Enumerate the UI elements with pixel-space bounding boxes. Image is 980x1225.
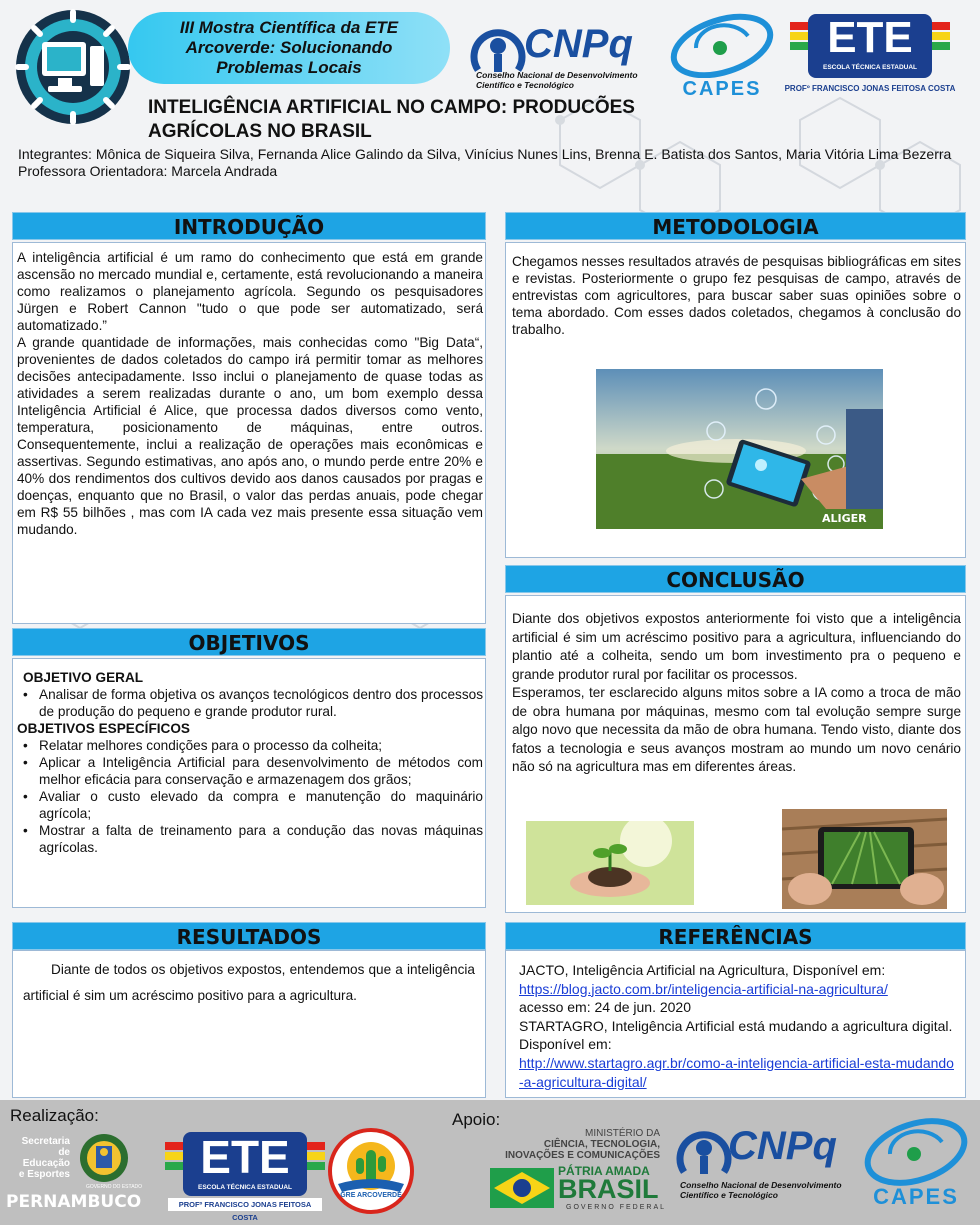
pernambuco-coat-of-arms-icon [78,1130,130,1188]
reference-1-access: acesso em: 24 de jun. 2020 [519,999,692,1016]
ete-bottom-caption: PROFº FRANCISCO JONAS FEITOSA COSTA [168,1198,322,1211]
patria-amada: PÁTRIA AMADA [558,1164,650,1178]
farm-tablet-image [596,369,883,529]
secretaria-line-2: Educação [22,1158,70,1169]
cnpq-bottom-name: CNPq [728,1124,837,1168]
reference-1-text: JACTO, Inteligência Artificial na Agricultura, Disponível em: [519,962,886,978]
cnpq-bottom-sub-1: Conselho Nacional de Desenvolvimento [680,1180,842,1190]
objetivos-especificos-list [17,737,483,856]
section-heading-objetivos: OBJETIVOS [12,628,486,656]
section-metodologia [505,242,966,558]
brasil-wordmark: BRASIL [558,1174,659,1204]
conclusao-paragraph-1: Diante dos objetivos expostos anteriormente foi visto que a inteligência artificial é sim um acréscimo positivo para a agricultura, influenciando do plantio até a colheita, sendo um bom investimento pra o pequeno e grande produtor rural por facilitar os processos. [512,611,961,682]
cnpq-bottom-sub-2: Científico e Tecnológico [680,1190,778,1200]
intro-paragraph-1: A inteligência artificial é um ramo do conhecimento que está em grande ascensão no mercado mundial e, certamente, está revolucionando a maneira como realizamos o planejamento agrícola. Segundo os pesquisadores Jürgen e Robert Cannon "tudo o que pode ser automatizado, será automatizado.” [17,250,483,333]
secretaria-line-1: Secretaria de [21,1136,70,1158]
seedling-hands-image [526,821,694,905]
section-heading-introducao: INTRODUÇÃO [12,212,486,240]
event-title: III Mostra Científica da ETE Arcoverde: Solucionando Problemas Locais [179,18,399,77]
ministerio-line-2: CIÊNCIA, TECNOLOGIA, [543,1139,660,1150]
list-item: • Avaliar o custo elevado da compra e manutenção do maquinário agrícola; [39,788,483,822]
list-item: • Relatar melhores condições para o processo da colheita; [39,737,483,754]
cnpq-bottom-subtitle [680,1180,842,1200]
event-title-banner [128,12,450,84]
capes-bottom-mark-icon [856,1110,976,1188]
advisor: Professora Orientadora: Marcela Andrada [18,163,278,179]
secretaria-line-3: e Esportes [18,1169,70,1180]
apoio-label: Apoio: [452,1110,501,1129]
objetivos-especificos-label: OBJETIVOS ESPECÍFICOS [17,721,190,736]
list-item: • Mostrar a falta de treinamento para a condução das novas máquinas agrícolas. [39,822,483,856]
section-referencias [505,950,966,1098]
capes-name: CAPES [682,78,762,100]
ministerio-text [490,1128,660,1161]
members-list: Integrantes: Mônica de Siqueira Silva, Fernanda Alice Galindo da Silva, Vinícius Nunes Lins, Brenna E. Batista dos Santos, Maria Vitória Lima Bezerra [18,146,952,162]
governo-estado-label: GOVERNO DO ESTADO [86,1184,143,1190]
field-tablet-image [782,809,947,909]
gre-label: GRE ARCOVERDE [340,1192,402,1199]
cnpq-subtitle-1: Conselho Nacional de Desenvolvimento [476,70,638,80]
reference-1-link[interactable]: https://blog.jacto.com.br/inteligencia-artificial-na-agricultura/ [519,980,888,997]
capes-mark-icon [662,8,782,78]
ete-logo [784,12,956,102]
gear-computer-logo [14,8,132,126]
capes-logo [662,8,782,100]
section-heading-resultados: RESULTADOS [12,922,486,950]
ete-bottom-name: ETE [200,1131,290,1183]
governo-federal: GOVERNO FEDERAL [566,1204,667,1211]
resultados-text: Diante de todos os objetivos expostos, entendemos que a inteligência artificial é sim um acréscimo positivo para a agricultura. [23,962,475,1003]
cnpq-bottom-mark-icon [674,1122,734,1182]
footer [0,1100,980,1225]
section-heading-conclusao: CONCLUSÃO [505,565,966,593]
brasil-flag-icon [490,1168,554,1208]
section-heading-metodologia: METODOLOGIA [505,212,966,240]
pernambuco-label: PERNAMBUCO [6,1192,142,1212]
cnpq-logo [468,18,658,96]
section-conclusao [505,595,966,913]
section-heading-referencias: REFERÊNCIAS [505,922,966,950]
ministerio-line-3: INOVAÇÕES E COMUNICAÇÕES [505,1150,660,1161]
section-resultados [12,950,486,1098]
reference-2-link[interactable]: http://www.startagro.agr.br/como-a-inteligencia-artificial-esta-mudando-a-agricultura-digital/ [519,1054,954,1090]
ete-name: ETE [827,13,913,62]
objetivo-geral-list [17,686,483,720]
section-objetivos [12,658,486,908]
gre-arcoverde-logo [328,1128,414,1214]
ete-bottom-band: ESCOLA TÉCNICA ESTADUAL [197,1184,292,1191]
intro-paragraph-2: A grande quantidade de informações, mais conhecidas como "Big Data“, provenientes de dados coletados do campo irá permitir tomar as melhores decisões antecipadamente. Isso inclui o planejamento de quase todas as atividades a serem realizadas durante o ano, um bom exemplo dessa Inteligência Artificial é Alice, que processa dados diversos como vento, temperatura, posicionamento de máquinas, entre outros. Consequentemente, inclui a realização de operações mais econômicas e assertivas. Segundo estimativas, ano após ano, o mundo perde entre 20% e 40% dos rendimentos dos cultivos devido aos danos causados por pragas e doenças, enquanto que no Brasil, o valor das perdas anuais, pode chegar em R$ 55 bilhões , mas com IA cada vez mais presente essa situação vem mudando. [17,335,483,537]
ete-caption: PROFº FRANCISCO JONAS FEITOSA COSTA [784,84,956,93]
poster-title-line-1: INTELIGÊNCIA ARTIFICIAL NO CAMPO: PRODUCÕES [148,97,635,118]
cnpq-name: CNPq [524,22,633,66]
poster-title-line-2: AGRÍCOLAS NO BRASIL [148,121,372,142]
authors-block [18,146,963,180]
capes-bottom-name: CAPES [873,1184,959,1209]
objetivo-geral-label: OBJETIVO GERAL [23,670,144,685]
conclusao-paragraph-2: Esperamos, ter esclarecido alguns mitos sobre a IA como a troca de mão de obra humana por máquinas, mesmo com tal evolução sempre surge algo novo que necessita da mão de obra humana. Tendo visto, diante dos fatos a tecnologia e seus avanços mostram ao mundo um novo cenário não só na agricultura mas em diferentes áreas. [512,685,961,774]
ete-band: ESCOLA TÉCNICA ESTADUAL [822,64,917,71]
reference-2-text: STARTAGRO, Inteligência Artificial está mudando a agricultura digital. Disponível em: [519,1017,953,1053]
ministerio-line-1: MINISTÉRIO DA [584,1128,660,1139]
list-item: • Analisar de forma objetiva os avanços tecnológicos dentro dos processos de produção do pequeno e grande produtor rural. [39,686,483,720]
aliger-watermark: ALIGER [822,512,867,525]
list-item: • Aplicar a Inteligência Artificial para desenvolvimento de métodos com melhor eficácia para conservação e armazenagem dos grãos; [39,754,483,788]
poster-title [148,96,708,144]
section-introducao [12,242,486,624]
secretaria-text [8,1136,70,1180]
realizacao-label: Realização: [10,1106,99,1125]
cnpq-subtitle-2: Científico e Tecnológico [476,80,574,90]
metodologia-text: Chegamos nesses resultados através de pesquisas bibliográficas em sites e revistas. Posteriormente o grupo fez pesquisas de campo, através de entrevistas com agricultores, para buscar saber suas opiniões sobre o tema abordado. Com esses dados coletados, chegamos à conclusão do trabalho. [512,254,961,337]
